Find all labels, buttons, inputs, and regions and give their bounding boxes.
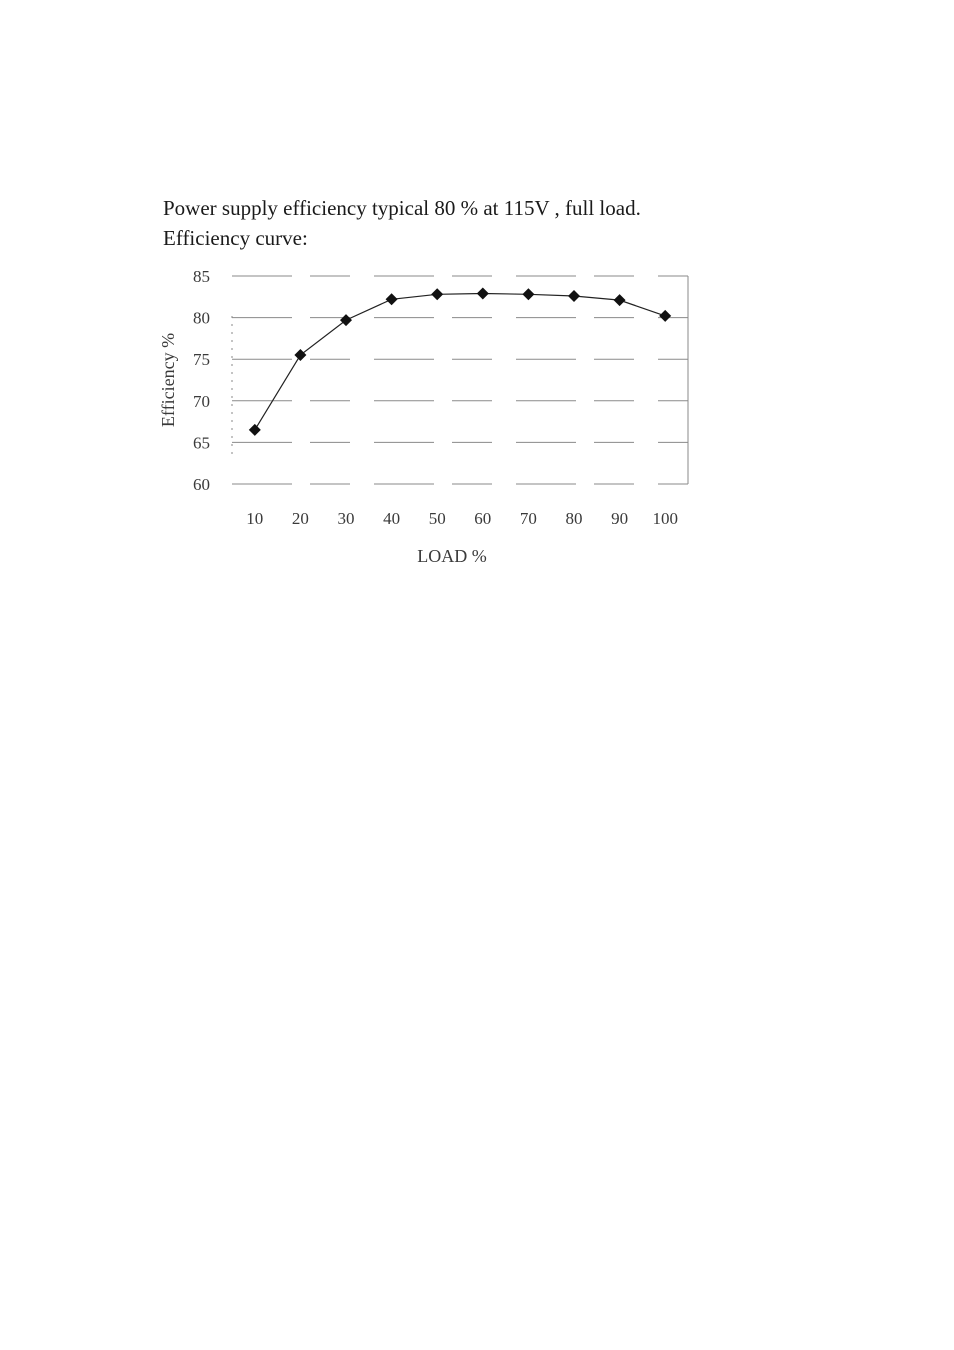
- data-point-marker: [568, 290, 580, 302]
- data-point-marker: [477, 287, 489, 299]
- y-tick-labels: [193, 267, 210, 494]
- data-point-marker: [386, 293, 398, 305]
- x-tick-label: 100: [652, 509, 678, 528]
- x-tick-label: 70: [519, 509, 537, 528]
- x-tick-label: 80: [565, 509, 583, 528]
- data-point-marker: [614, 294, 626, 306]
- series-markers: [249, 287, 671, 435]
- x-tick-label: 50: [428, 509, 446, 528]
- efficiency-chart: [150, 258, 710, 578]
- x-tick-label: 90: [611, 509, 629, 528]
- y-tick-label: 60: [193, 475, 210, 494]
- y-tick-label: 85: [193, 267, 210, 286]
- text-block: [163, 193, 803, 253]
- x-tick-label: 30: [337, 509, 355, 528]
- x-tick-label: 60: [474, 509, 492, 528]
- efficiency-description: Power supply efficiency typical 80 % at 115V , full load.: [163, 196, 641, 220]
- y-tick-label: 75: [193, 350, 210, 370]
- data-point-marker: [431, 288, 443, 300]
- y-tick-label: 65: [193, 433, 210, 453]
- x-tick-label: 20: [291, 509, 309, 528]
- chart-grid: [232, 276, 688, 484]
- data-point-marker: [249, 424, 261, 436]
- x-axis-label: LOAD %: [417, 546, 487, 566]
- x-tick-label: 40: [383, 509, 401, 528]
- data-point-marker: [522, 288, 534, 300]
- x-tick-label: 10: [246, 509, 264, 528]
- series-line: [255, 293, 665, 429]
- data-point-marker: [659, 310, 671, 322]
- data-point-marker: [294, 349, 306, 361]
- y-tick-label: 70: [193, 391, 210, 411]
- y-tick-label: 80: [193, 308, 210, 328]
- data-point-marker: [340, 314, 352, 326]
- efficiency-curve-heading: Efficiency curve:: [163, 226, 308, 250]
- y-axis-label: Efficiency %: [158, 332, 178, 428]
- x-tick-labels: [246, 509, 678, 528]
